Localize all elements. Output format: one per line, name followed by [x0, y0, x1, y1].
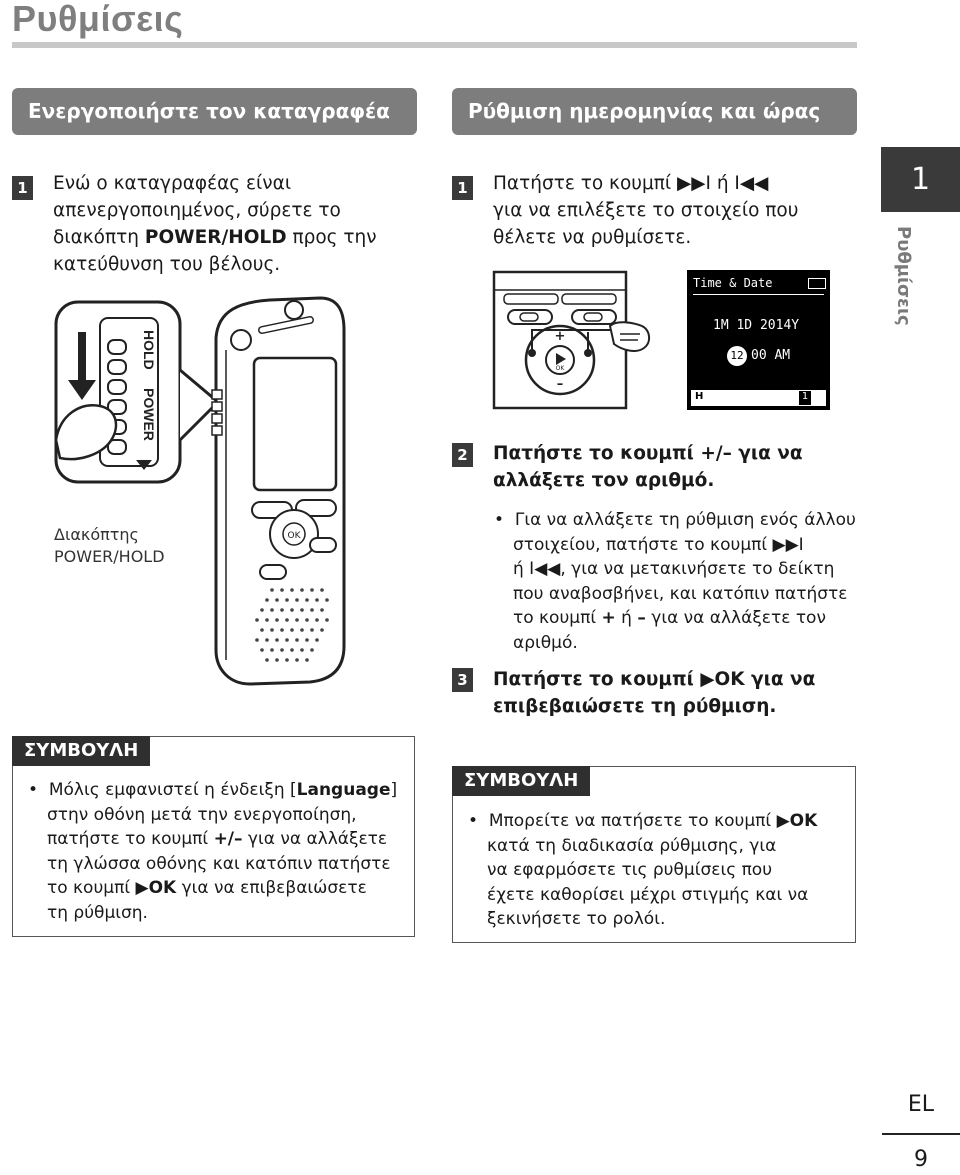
- section-header-power-on: Ενεργοποιήστε τον καταγραφέα: [12, 88, 417, 135]
- power-label: POWER: [141, 388, 157, 441]
- title-rule: [12, 42, 857, 48]
- recorder-screen: [254, 358, 336, 490]
- right-step1-text: Πατήστε το κουμπί ▶▶I ή I◀◀ για να επιλέξετε το στοιχείο που θέλετε να ρυθμίσετε.: [493, 173, 799, 248]
- tip-label: ΣΥΜΒΟΥΛΗ: [452, 766, 590, 796]
- svg-text:+: +: [554, 329, 566, 344]
- step-number: 3: [452, 668, 473, 692]
- right-step2-bullet: • Για να αλλάξετε τη ρύθμιση ενός άλλου στοιχείου, πατήστε το κουμπί ▶▶I ή I◀◀, για να μετακινήσετε το δείκτη που αναβοσβήνει, και κατόπιν πατήστε το κουμπί + ή – για να αλλάξετε τον αριθμό.: [494, 510, 856, 653]
- page-title: Ρυθμίσεις: [12, 0, 184, 39]
- display-date: 1M 1D 2014Y: [713, 318, 800, 333]
- page-number: 9: [914, 1147, 928, 1172]
- step-number: 1: [12, 176, 33, 200]
- footer-rule: [882, 1133, 960, 1135]
- svg-text:OK: OK: [287, 531, 301, 541]
- display-time: 00 AM: [751, 348, 791, 363]
- right-step3-text: Πατήστε το κουμπί ▶OK για να επιβεβαιώσετε τη ρύθμιση.: [493, 669, 816, 717]
- svg-text:–: –: [556, 377, 564, 392]
- recorder-illustration: [40, 290, 350, 690]
- language-code: EL: [907, 1092, 935, 1117]
- switch-caption: Διακόπτης POWER/HOLD: [54, 525, 165, 566]
- time-date-display: Time & Date 1M 1D 2014Y 12 00 AM H 1: [687, 270, 830, 410]
- step-number: 2: [452, 443, 473, 467]
- chapter-tab-number: 1: [881, 147, 960, 212]
- battery-icon: [808, 278, 826, 289]
- svg-text:OK: OK: [555, 365, 565, 372]
- left-step1-text: Ενώ ο καταγραφέας είναι απενεργοποιημένος, σύρετε το διακόπτη POWER/HOLD προς την κατεύθυνση του βέλους.: [53, 173, 377, 275]
- display-hour-highlight: 12: [727, 346, 747, 366]
- display-title: Time & Date: [693, 276, 773, 290]
- step-number: 1: [452, 176, 473, 200]
- section-header-date-time: Ρύθμιση ημερομηνίας και ώρας: [452, 88, 857, 135]
- right-step2-text: Πατήστε το κουμπί +/– για να αλλάξετε τον αριθμό.: [493, 443, 803, 491]
- tip-text-language: • Μόλις εμφανιστεί η ένδειξη [Language] στην οθόνη μετά την ενεργοποίηση, πατήστε το κουμπί +/– για να αλλάξετε τη γλώσσα οθόνης και κατόπιν πατήστε το κουμπί ▶OK για να επιβεβαιώσετε τη ρύθμιση.: [28, 780, 398, 923]
- chapter-tab-label: Ρυθμίσεις: [893, 226, 914, 326]
- tip-label: ΣΥΜΒΟΥΛΗ: [12, 736, 150, 766]
- tip-text-clock: • Μπορείτε να πατήσετε το κουμπί ▶OK κατά τη διαδικασία ρύθμισης, για να εφαρμόσετε τις ρυθμίσεις που έχετε καθορίσει μέχρι στιγμής και να ξεκινήσετε το ρολόι.: [468, 811, 818, 929]
- button-panel-illustration: [492, 270, 662, 410]
- hold-label: HOLD: [141, 330, 157, 370]
